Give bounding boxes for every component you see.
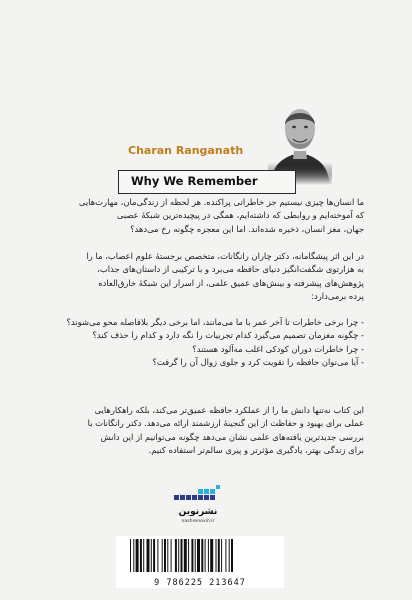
closing-paragraph	[58, 404, 364, 458]
text-line: این کتاب نه‌تنها دانش ما را از عملکرد حافظه عمیق‌تر می‌کند، بلکه راهکارهایی	[94, 405, 364, 415]
intro-paragraph	[58, 196, 364, 236]
text-line: پرده برمی‌دارد:	[311, 291, 364, 302]
description-paragraph	[58, 250, 364, 304]
author-block	[128, 140, 298, 170]
text-line: در این اثر پیشگامانه، دکتر چاران رانگانات، متخصص برجستهٔ علوم اعصاب، ما را	[86, 251, 364, 261]
publisher-name: نشرنوین	[178, 507, 218, 517]
text-line: بررسی جدیدترین یافته‌های علمی نشان می‌دهد چگونه می‌توانیم از این دانش	[100, 431, 364, 442]
isbn-barcode	[116, 536, 284, 588]
book-title: Why We Remember	[131, 174, 258, 188]
title-box	[118, 170, 296, 194]
list-item: - چرا خاطرات دوران کودکی اغلب مه‌آلود هستند؟	[192, 343, 364, 354]
text-line: عملی برای بهبود و حفاظت از این گنجینهٔ ارزشمند ارائه می‌دهد. دکتر رانگانات با	[87, 418, 364, 429]
author-name: Charan Ranganath	[128, 144, 244, 157]
text-line: ما انسان‌ها چیزی نیستیم جز خاطراتی پراکنده. هر لحظه از زندگی‌مان، مهارت‌هایی	[78, 197, 364, 207]
publisher-logo	[168, 485, 248, 527]
publisher-mark-icon	[168, 485, 228, 507]
list-item: - آیا می‌توان حافظه را تقویت کرد و جلوی زوال آن را گرفت؟	[152, 357, 364, 368]
text-line: برای زندگی بهتر، یادگیری مؤثرتر و پیری سالم‌تر استفاده کنیم.	[148, 445, 364, 456]
text-line: که آموخته‌ایم و روابطی که داشته‌ایم، همگی در پیچیده‌ترین شبکهٔ عصبی	[116, 210, 364, 221]
publisher-url: nashrenovin.ir	[181, 519, 215, 524]
text-line: جهان، مغز انسان، ذخیره شده‌اند. اما این معجزه چگونه رخ می‌دهد؟	[130, 223, 364, 234]
list-item: - چگونه مغزمان تصمیم می‌گیرد کدام تجربیات را نگه دارد و کدام را حذف کند؟	[92, 330, 364, 341]
question-list	[58, 316, 364, 370]
list-item: - چرا برخی خاطرات تا آخر عمر با ما می‌مانند، اما برخی دیگر بلافاصله محو می‌شوند؟	[66, 317, 364, 327]
text-line: به هزارتوی شگفت‌انگیز دنیای حافظه می‌برد و با ترکیبی از داستان‌های جذاب،	[97, 264, 364, 275]
barcode-bars	[116, 536, 284, 576]
isbn-number: 9 786225 213647	[154, 578, 246, 588]
text-line: پژوهش‌های پیشرفته و بینش‌های عمیق علمی، از اسرار این شبکهٔ خارق‌العاده	[98, 277, 364, 288]
